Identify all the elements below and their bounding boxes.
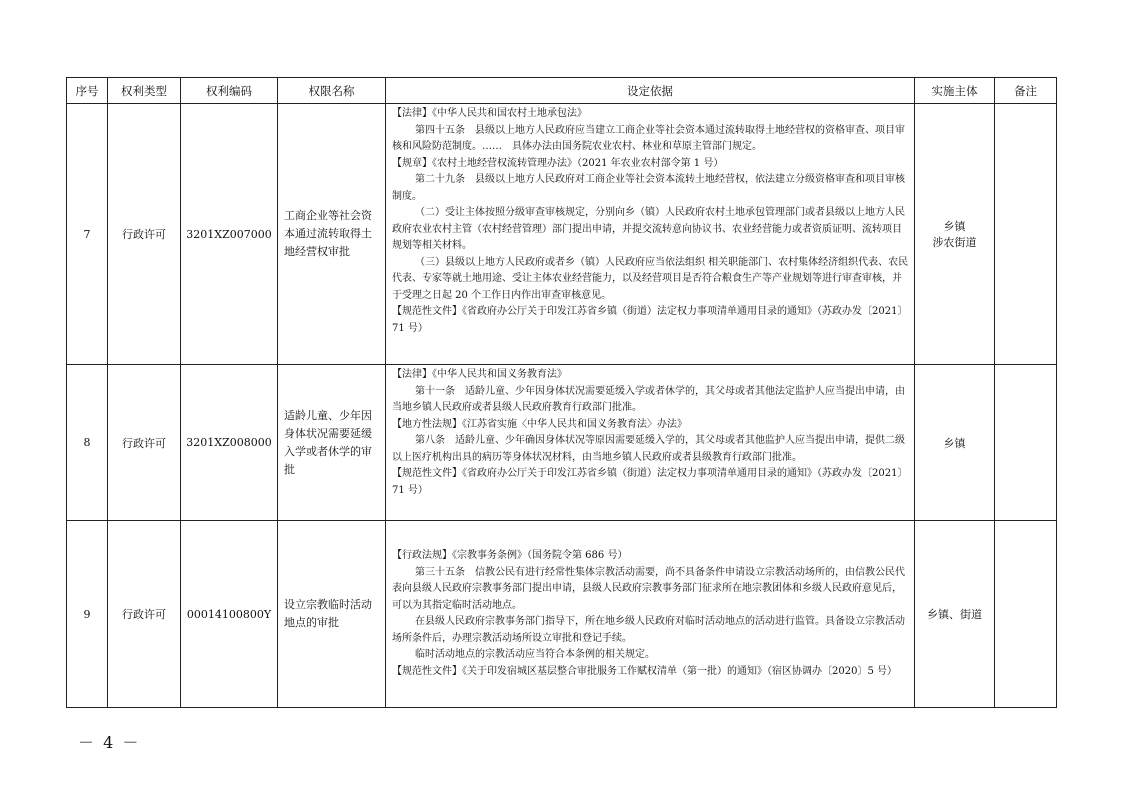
header-name: 权限名称 bbox=[278, 78, 386, 104]
basis-line: 第四十五条 县级以上地方人民政府应当建立工商企业等社会资本通过流转取得土地经营权的资格审查、项目审核和风险防范制度。…… 具体办法由国务院农业农村、林业和草原主管部门规定。 bbox=[392, 124, 905, 152]
page-number: － 4 － bbox=[78, 733, 141, 752]
basis-line: 【规范性文件】《省政府办公厅关于印发江苏省乡镇（街道）法定权力事项清单通用目录的通知》（苏政办发〔2021〕71 号） bbox=[392, 468, 908, 496]
basis-line: （二）受让主体按照分级审查审核规定，分别向乡（镇）人民政府农村土地承包管理部门或者县级以上地方人民政府农业农村主管（农村经营管理）部门提出申请，并提交流转意向协议书、农业经营能力或者资质证明、流转项目规划等相关材料。 bbox=[392, 207, 905, 251]
row-no: 9 bbox=[67, 521, 108, 708]
basis-line: 【地方性法规】《江苏省实施〈中华人民共和国义务教育法〉办法》 bbox=[392, 418, 687, 430]
table-row bbox=[67, 521, 1057, 708]
table-row bbox=[67, 104, 1057, 365]
basis-line: 第八条 适龄儿童、少年确因身体状况等原因需要延缓入学的，其父母或者其他监护人应当提出申请，提供二级以上医疗机构出具的病历等身体状况材料，由当地乡镇人民政府或者县级教育行政部门批准。 bbox=[392, 435, 905, 463]
row-code: 00014100800Y bbox=[181, 521, 278, 708]
subject-line: 乡镇、街道 bbox=[927, 608, 982, 621]
row-code: 3201XZ007000 bbox=[181, 104, 278, 365]
basis-line: 【行政法规】《宗教事务条例》（国务院令第 686 号） bbox=[392, 550, 628, 561]
basis-line: 临时活动地点的宗教活动应当符合本条例的相关规定。 bbox=[415, 649, 655, 660]
row-type: 行政许可 bbox=[108, 104, 181, 365]
table-row bbox=[67, 365, 1057, 521]
row-basis bbox=[386, 521, 915, 708]
row-note bbox=[995, 365, 1057, 521]
row-no: 8 bbox=[67, 365, 108, 521]
header-row bbox=[67, 78, 1057, 104]
row-name: 工商企业等社会资本通过流转取得土地经营权审批 bbox=[278, 104, 386, 365]
basis-line: 【法律】《中华人民共和国农村土地承包法》 bbox=[392, 108, 587, 119]
basis-line: 在县级人民政府宗教事务部门指导下，所在地乡级人民政府对临时活动地点的活动进行监管。具备设立宗教活动场所条件后，办理宗教活动场所设立审批和登记手续。 bbox=[392, 616, 905, 644]
row-no: 7 bbox=[67, 104, 108, 365]
row-subject bbox=[915, 104, 995, 365]
header-subject: 实施主体 bbox=[915, 78, 995, 104]
row-note bbox=[995, 521, 1057, 708]
basis-line: 【规范性文件】《省政府办公厅关于印发江苏省乡镇（街道）法定权力事项清单通用目录的通知》（苏政办发〔2021〕71 号） bbox=[392, 306, 908, 334]
row-note bbox=[995, 104, 1057, 365]
basis-line: （三）县级以上地方人民政府或者乡（镇）人民政府应当依法组织 相关职能部门、农村集体经济组织代表、农民代表、专家等就土地用途、受让主体农业经营能力，以及经营项目是否符合粮食生产等产业规划等进行审查审核，并于受理之日起 20 个工作日内作出审查审核意见。 bbox=[392, 256, 909, 301]
row-subject bbox=[915, 365, 995, 521]
header-no: 序号 bbox=[67, 78, 108, 104]
header-note: 备注 bbox=[995, 78, 1057, 104]
row-basis bbox=[386, 104, 915, 365]
basis-line: 第二十九条 县级以上地方人民政府对工商企业等社会资本流转土地经营权，依法建立分级资格审查和项目审核制度。 bbox=[392, 174, 905, 202]
subject-line: 涉农街道 bbox=[932, 236, 977, 249]
header-type: 权利类型 bbox=[108, 78, 181, 104]
basis-line: 第三十五条 信教公民有进行经常性集体宗教活动需要，尚不具备条件申请设立宗教活动场所的，由信教公民代表向县级人民政府宗教事务部门提出申请，县级人民政府宗教事务部门征求所在地宗教团体和乡级人民政府意见后，可以为其指定临时活动地点。 bbox=[392, 566, 905, 611]
rights-table bbox=[66, 77, 1057, 708]
row-name: 设立宗教临时活动地点的审批 bbox=[278, 521, 386, 708]
basis-line: 【法律】《中华人民共和国义务教育法》 bbox=[392, 369, 567, 380]
header-code: 权利编码 bbox=[181, 78, 278, 104]
row-code: 3201XZ008000 bbox=[181, 365, 278, 521]
subject-line: 乡镇 bbox=[943, 436, 966, 450]
header-basis: 设定依据 bbox=[386, 78, 915, 104]
row-basis bbox=[386, 365, 915, 521]
subject-line: 乡镇 bbox=[943, 220, 966, 233]
row-subject bbox=[915, 521, 995, 708]
row-type: 行政许可 bbox=[108, 521, 181, 708]
basis-line: 【规章】《农村土地经营权流转管理办法》（2021 年农业农村部令第 1 号） bbox=[392, 157, 724, 169]
basis-line: 第十一条 适龄儿童、少年因身体状况需要延缓入学或者休学的，其父母或者其他法定监护人应当提出申请，由当地乡镇人民政府或者县级人民政府教育行政部门批准。 bbox=[392, 385, 905, 413]
row-type: 行政许可 bbox=[108, 365, 181, 521]
basis-line: 【规范性文件】《关于印发宿城区基层整合审批服务工作赋权清单（第一批）的通知》（宿区协调办〔2020〕5 号） bbox=[392, 665, 897, 677]
row-name: 适龄儿童、少年因身体状况需要延缓入学或者休学的审批 bbox=[278, 365, 386, 521]
